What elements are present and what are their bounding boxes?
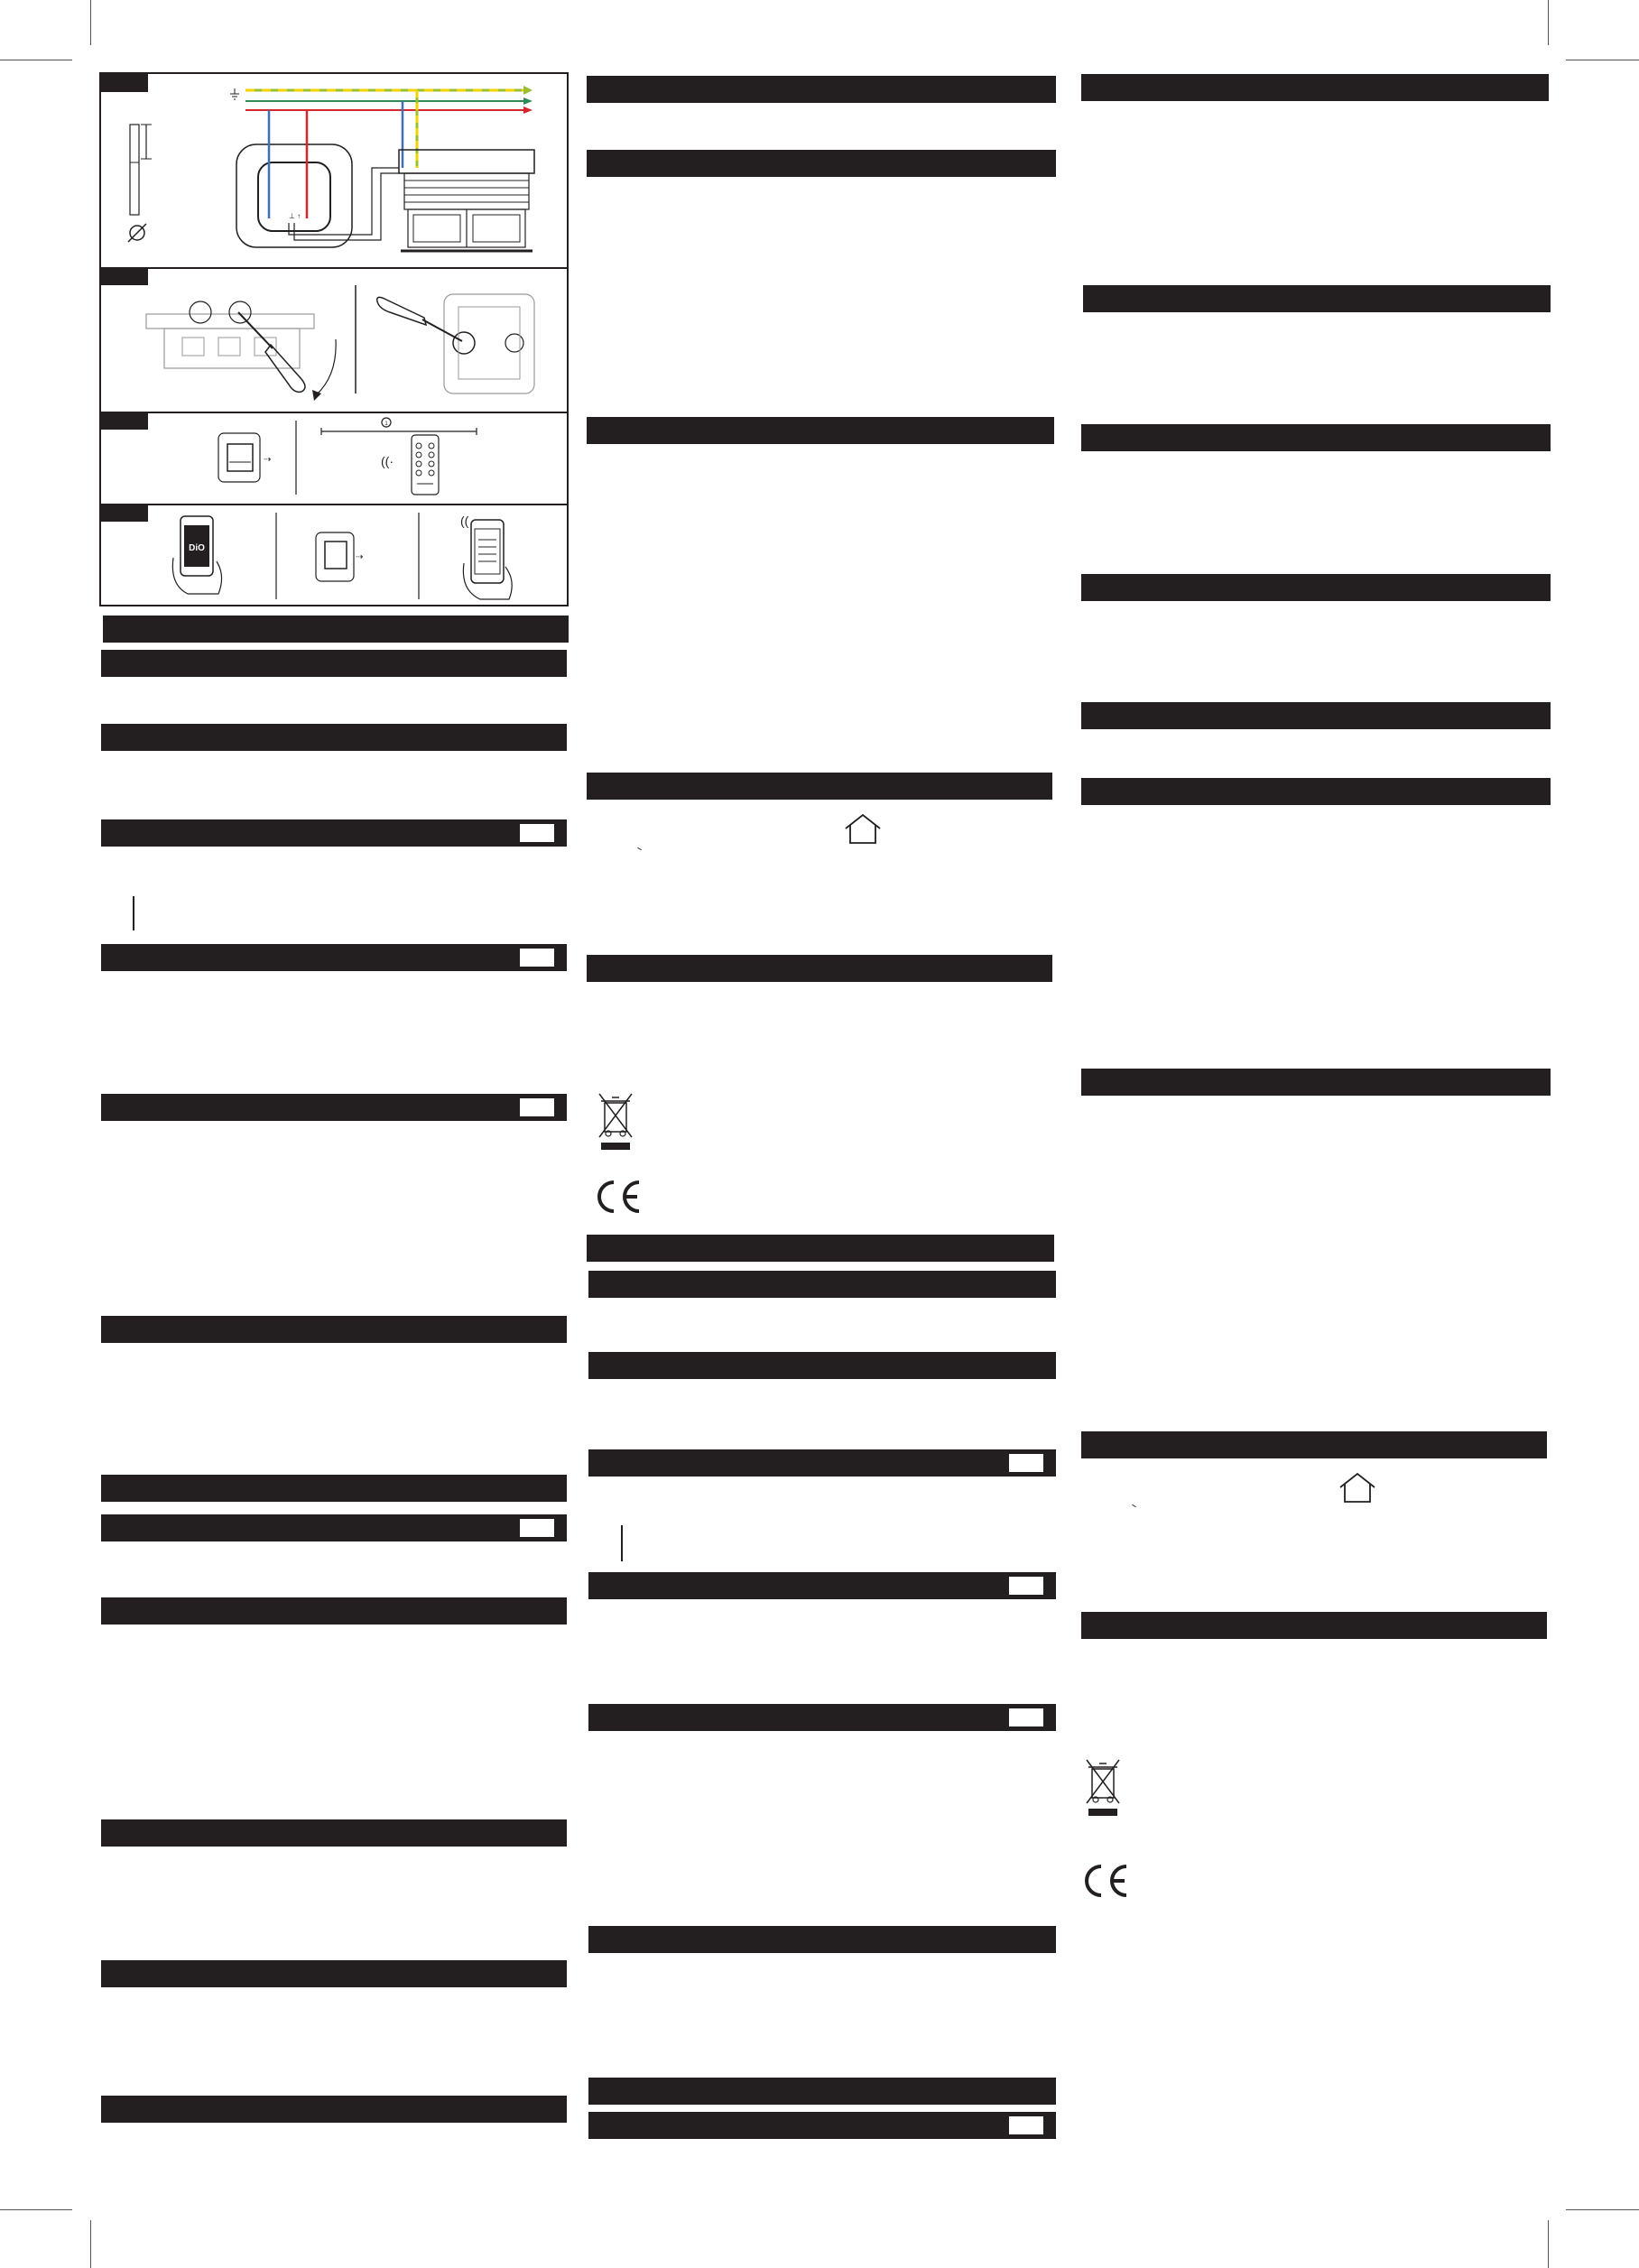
accent-mark xyxy=(1132,1504,1136,1507)
crop-mark xyxy=(90,0,91,45)
radio-wave-icon: ((· xyxy=(381,454,394,468)
radio-wave-icon: (( xyxy=(460,514,469,528)
home-icon xyxy=(1338,1471,1377,1504)
section-heading-bar xyxy=(1081,424,1551,451)
label-box xyxy=(1009,1454,1043,1472)
dismount-step-row xyxy=(101,267,567,413)
section-heading-bar xyxy=(587,76,1056,103)
section-heading-bar xyxy=(103,616,569,643)
screwdriver-icon xyxy=(238,312,305,392)
crossed-bin-icon xyxy=(596,1090,635,1152)
crop-mark xyxy=(90,2220,91,2268)
section-heading-bar xyxy=(101,1316,567,1343)
section-heading-bar xyxy=(587,773,1052,800)
section-heading-bar xyxy=(1081,778,1551,805)
roller-shutter-icon xyxy=(399,150,534,251)
section-heading-bar xyxy=(101,2096,567,2123)
section-heading-bar xyxy=(101,1960,567,1987)
section-heading-bar xyxy=(587,955,1052,982)
wiring-diagram xyxy=(101,74,567,267)
section-heading-bar xyxy=(588,1271,1056,1298)
label-box xyxy=(520,1098,554,1116)
smartphone-icon xyxy=(463,520,512,599)
section-heading-bar xyxy=(587,417,1054,444)
section-heading-bar xyxy=(101,1597,567,1625)
section-heading-bar xyxy=(588,2078,1056,2105)
section-heading-bar xyxy=(1081,702,1551,729)
label-box xyxy=(1009,1577,1043,1595)
smartphone-icon xyxy=(172,516,221,594)
section-heading-bar xyxy=(587,150,1056,177)
label-box xyxy=(1009,1708,1043,1726)
section-heading-bar xyxy=(1081,1069,1551,1096)
vertical-rule xyxy=(621,1525,623,1561)
section-heading-bar xyxy=(588,1704,1056,1731)
label-box xyxy=(520,824,554,842)
crop-mark xyxy=(0,2209,72,2210)
app-illustration xyxy=(101,504,567,605)
section-heading-bar xyxy=(101,1819,567,1847)
label-box xyxy=(520,1519,554,1537)
pairing-illustration xyxy=(101,412,567,504)
remote-control-icon xyxy=(412,435,439,495)
section-heading-bar xyxy=(588,1449,1056,1477)
svg-text:1: 1 xyxy=(384,421,388,427)
diameter-icon xyxy=(128,224,146,242)
svg-text:⊥ ↑: ⊥ ↑ xyxy=(289,212,301,220)
ce-mark xyxy=(1079,1863,1130,1899)
section-heading-bar xyxy=(101,650,567,677)
screwdriver-icon xyxy=(377,297,462,341)
section-heading-bar xyxy=(101,1475,567,1502)
section-heading-bar xyxy=(1081,574,1551,601)
section-heading-bar xyxy=(1081,74,1549,101)
crop-mark xyxy=(1548,2220,1549,2268)
label-box xyxy=(520,949,554,967)
section-heading-bar xyxy=(1081,1612,1547,1639)
pairing-step-row xyxy=(101,412,567,505)
section-heading-bar xyxy=(101,819,567,847)
section-heading-bar xyxy=(101,1514,567,1541)
svg-text:⇢: ⇢ xyxy=(264,455,272,465)
section-heading-bar xyxy=(101,944,567,971)
crop-mark xyxy=(1548,0,1549,45)
accent-mark xyxy=(637,847,642,850)
dismount-illustration xyxy=(101,267,567,412)
svg-text:⇢: ⇢ xyxy=(356,552,364,562)
vertical-rule xyxy=(133,896,134,930)
section-heading-bar xyxy=(588,1572,1056,1599)
brand-logo: DiO xyxy=(189,543,205,553)
section-heading-bar xyxy=(588,1926,1056,1953)
ce-mark xyxy=(592,1179,643,1215)
app-step-row xyxy=(101,504,567,605)
label-box xyxy=(1009,2116,1043,2134)
section-heading-bar xyxy=(101,1094,567,1121)
section-heading-bar xyxy=(587,1235,1054,1262)
crop-mark xyxy=(1566,2209,1639,2210)
section-heading-bar xyxy=(1083,285,1551,312)
switch-plate-icon xyxy=(316,532,354,581)
crossed-bin-icon xyxy=(1083,1756,1123,1818)
earth-symbol-icon xyxy=(230,88,239,99)
wiring-diagram-row xyxy=(101,74,567,269)
home-icon xyxy=(843,812,883,845)
illustration-panel xyxy=(99,72,569,606)
section-heading-bar xyxy=(1081,1431,1547,1458)
section-heading-bar xyxy=(101,724,567,751)
section-heading-bar xyxy=(588,1352,1056,1379)
switch-plate-icon xyxy=(218,433,260,482)
section-heading-bar xyxy=(588,2112,1056,2139)
